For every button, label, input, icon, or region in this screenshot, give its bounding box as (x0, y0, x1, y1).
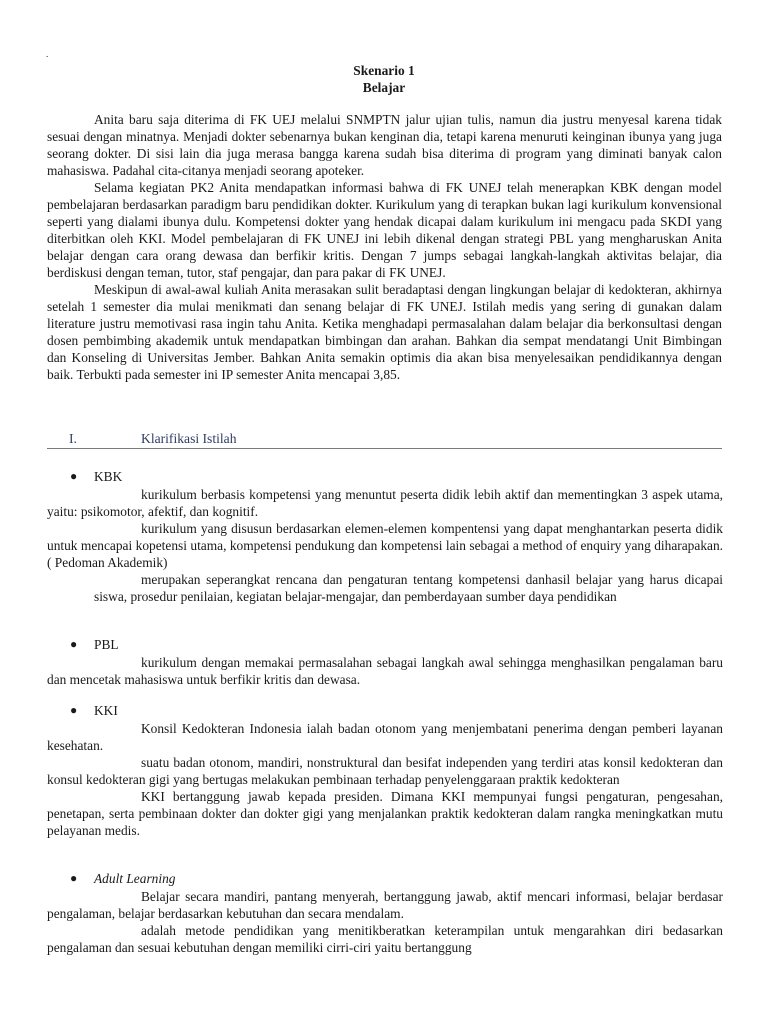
term-adult-learning-definitions (47, 888, 723, 956)
term-label: PBL (94, 637, 119, 652)
bullet-icon: ● (70, 637, 78, 651)
term-kki-definitions (47, 720, 723, 839)
definition: Belajar secara mandiri, pantang menyerah, bertanggung jawab, aktif mencari informasi, belajar berdasar pengalaman, belajar berdasarkan kebutuhan dan secara mendalam. (47, 889, 723, 921)
term-kbk-definitions (47, 486, 723, 605)
term-label: KKI (94, 703, 118, 718)
term-label: KBK (94, 469, 123, 484)
definition: suatu badan otonom, mandiri, nonstruktural dan besifat independen yang terdiri atas konsil kedokteran dan konsul kedokteran gigi yang bertugas melakukan pembinaan terhadap penyelenggaraan praktik kedokteran (47, 755, 723, 787)
scenario-paragraph-2: Selama kegiatan PK2 Anita mendapatkan informasi bahwa di FK UNEJ telah menerapkan KBK dengan model pembelajaran berdasarkan paradigm baru pendidikan dokter. Kurikulum yang di terapkan bukan lagi kurikulum konvensional seperti yang dialami ibunya dulu. Kompetensi dokter yang hendak dicapai dalam kurikulum ini mengacu pada SKDI yang diterbitkan oleh KKI. Model pembelajaran di FK UNEJ ini lebih dikenal dengan strategi PBL yang mengharuskan Anita belajar dengan cara orang dewasa dan berfikir kritis. Dengan 7 jumps sebagai langkah-langkah aktivitas belajar, dia berdiskusi dengan teman, tutor, staf pengajar, dan para pakar di FK UNEJ. (47, 180, 722, 280)
definition: KKI bertanggung jawab kepada presiden. Dimana KKI mempunyai fungsi pengaturan, pengesahan, penetapan, serta pembinaan dokter dan dokter gigi yang menjalankan praktik kedokteran dalam rangka meningkatkan mutu pelayanan medis. (47, 789, 723, 838)
definition: kurikulum dengan memakai permasalahan sebagai langkah awal sehingga menghasilkan pengalaman baru dan mencetak mahasiswa untuk berfikir kritis dan dewasa. (47, 655, 723, 687)
page-marker: . (46, 49, 49, 59)
section-title: Klarifikasi Istilah (141, 431, 237, 446)
scenario-paragraph-1: Anita baru saja diterima di FK UEJ melalui SNMPTN jalur ujian tulis, namun dia justru menyesal karena tidak sesuai dengan minatnya. Menjadi dokter sebenarnya bukan kenginan dia, tetapi karena menuruti keinginan ibunya yang juga seorang dokter. Di sisi lain dia juga merasa bangga karena sudah bisa diterima di program yang diminati banyak calon mahasiswa. Padahal cita-citanya menjadi seorang apoteker. (47, 112, 722, 178)
definition: merupakan seperangkat rencana dan pengaturan tentang kompetensi danhasil belajar yang harus dicapai siswa, prosedur penilaian, kegiatan belajar-mengajar, dan pemberdayaan sumber daya pendidikan (94, 572, 723, 604)
bullet-icon: ● (70, 469, 78, 483)
bullet-icon: ● (70, 703, 78, 717)
definition: adalah metode pendidikan yang menitikberatkan keterampilan untuk mengarahkan diri bedasarkan pengalaman dan sesuai kebutuhan dengan memiliki cirri-ciri yaitu bertanggung (47, 923, 723, 955)
term-pbl-definitions (47, 654, 723, 688)
section-heading (47, 430, 722, 449)
definition: Konsil Kedokteran Indonesia ialah badan otonom yang menjembatani penerima dengan pemberi layanan kesehatan. (47, 721, 723, 753)
definition: kurikulum yang disusun berdasarkan elemen-elemen kompentensi yang dapat menghantarkan peserta didik untuk mencapai kopetensi utama, kompetensi pendukung dan kompetensi lain sebagai a method of enquiry yang diharapakan. ( Pedoman Akademik) (47, 521, 723, 570)
bullet-icon: ● (70, 871, 78, 885)
term-label: Adult Learning (94, 871, 176, 886)
definition: kurikulum berbasis kompetensi yang menuntut peserta didik lebih aktif dan mementingkan 3 aspek utama, yaitu: psikomotor, afektif, dan kognitif. (47, 487, 723, 519)
document-subtitle: Belajar (362, 80, 406, 95)
scenario-body (47, 111, 722, 383)
section-number: I. (69, 431, 77, 446)
scenario-paragraph-3: Meskipun di awal-awal kuliah Anita merasakan sulit beradaptasi dengan lingkungan belajar di kedokteran, akhirnya setelah 1 semester dia mulai menikmati dan senang belajar di FK UNEJ. Istilah medis yang sering di gunakan dalam literature justru memotivasi rasa ingin tahu Anita. Ketika menghadapi permasalahan dalam belajar dia berkonsultasi dengan dosen pembimbing akademik untuk mendapatkan bimbingan dan arahan. Bahkan dia sempat mendatangi Unit Bimbingan dan Konseling di Universitas Jember. Bahkan Anita semakin optimis dia akan bisa menyelesaikan pendidikannya dengan baik. Terbukti pada semester ini IP semester Anita mencapai 3,85. (47, 282, 722, 382)
document-title: Skenario 1 (353, 63, 415, 78)
